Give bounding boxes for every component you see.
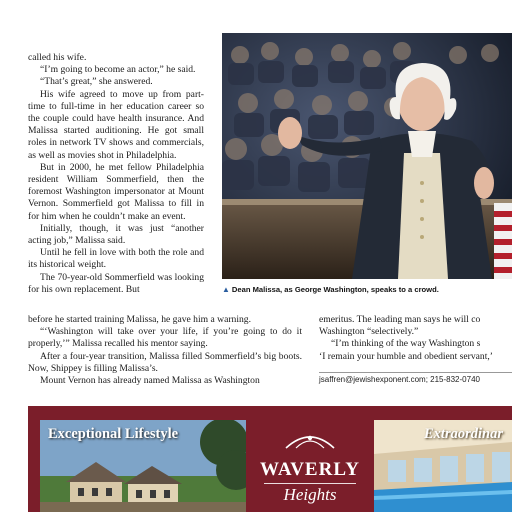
article-paragraph: Initially, though, it was just “another acting job,” Malissa said. — [28, 222, 204, 247]
article-paragraph: The 70-year-old Sommerfield was looking for his own replacement. But — [28, 271, 204, 295]
washington-performer-image — [222, 33, 512, 279]
photo-caption — [222, 285, 512, 294]
ad-pool-panel — [374, 420, 512, 512]
article-paragraph: But in 2000, he met fellow Philadelphia resident William Sommerfield, then the foremost Washington impersonator at Mount Vernon. Sommerfield got Malissa to fill in for him when he couldn’t make an event. — [28, 161, 204, 222]
article-paragraph: before he started training Malissa, he gave him a warning. — [28, 314, 251, 325]
article-paragraph: Mount Vernon has already named Malissa as Washington — [40, 375, 260, 387]
article-column-wide — [28, 314, 302, 387]
article-paragraph: “‘Washington will take over your life, if you’re going to do it properly,’” Malissa recalled his mentor saying. — [28, 326, 302, 350]
article-paragraph: called his wife. — [28, 52, 87, 63]
article-paragraph: “I’m thinking of the way Washington s — [331, 338, 481, 350]
article-photo — [222, 33, 512, 279]
article-paragraph: “That’s great,” she answered. — [40, 76, 153, 88]
article-paragraph: His wife agreed to move up from part-time to full-time in her education career so the couple could have health insurance. And Malissa started auditioning. He got small roles in network TV shows and commercials, as well as movies shot in Philadelphia. — [28, 88, 204, 161]
author-contact: jsaffren@jewishexponent.com; 215-832-0740 — [319, 372, 512, 384]
ad-right-headline: Extraordinar — [424, 426, 503, 442]
ad-left-headline: Exceptional Lifestyle — [48, 426, 179, 442]
logo-name: WAVERLY — [260, 459, 360, 480]
caption-marker-icon: ▲ — [222, 285, 230, 294]
article-paragraph: “I’m going to become an actor,” he said. — [40, 64, 196, 76]
article-paragraph: emeritus. The leading man says he will co — [319, 314, 481, 325]
ad-lifestyle-panel — [40, 420, 246, 512]
article-paragraph: After a four-year transition, Malissa filled Sommerfield’s big boots. Now, Shippey is filling Malissa’s. — [28, 350, 302, 374]
article-column-right — [319, 314, 512, 364]
article-column-1 — [28, 52, 204, 296]
waverly-heights-logo — [256, 430, 364, 512]
logo-subtitle: Heights — [283, 485, 337, 504]
logo-divider — [264, 483, 356, 484]
advertisement-banner[interactable] — [28, 406, 512, 512]
article-paragraph: Until he fell in love with both the role and its historical weight. — [28, 247, 204, 271]
photo-caption-text: Dean Malissa, as George Washington, speaks to a crowd. — [231, 285, 439, 294]
article-paragraph: Washington “selectively.” — [319, 326, 419, 338]
article-paragraph: ‘I remain your humble and obedient servant,’ — [319, 350, 493, 362]
logo-crest-icon — [282, 430, 338, 450]
